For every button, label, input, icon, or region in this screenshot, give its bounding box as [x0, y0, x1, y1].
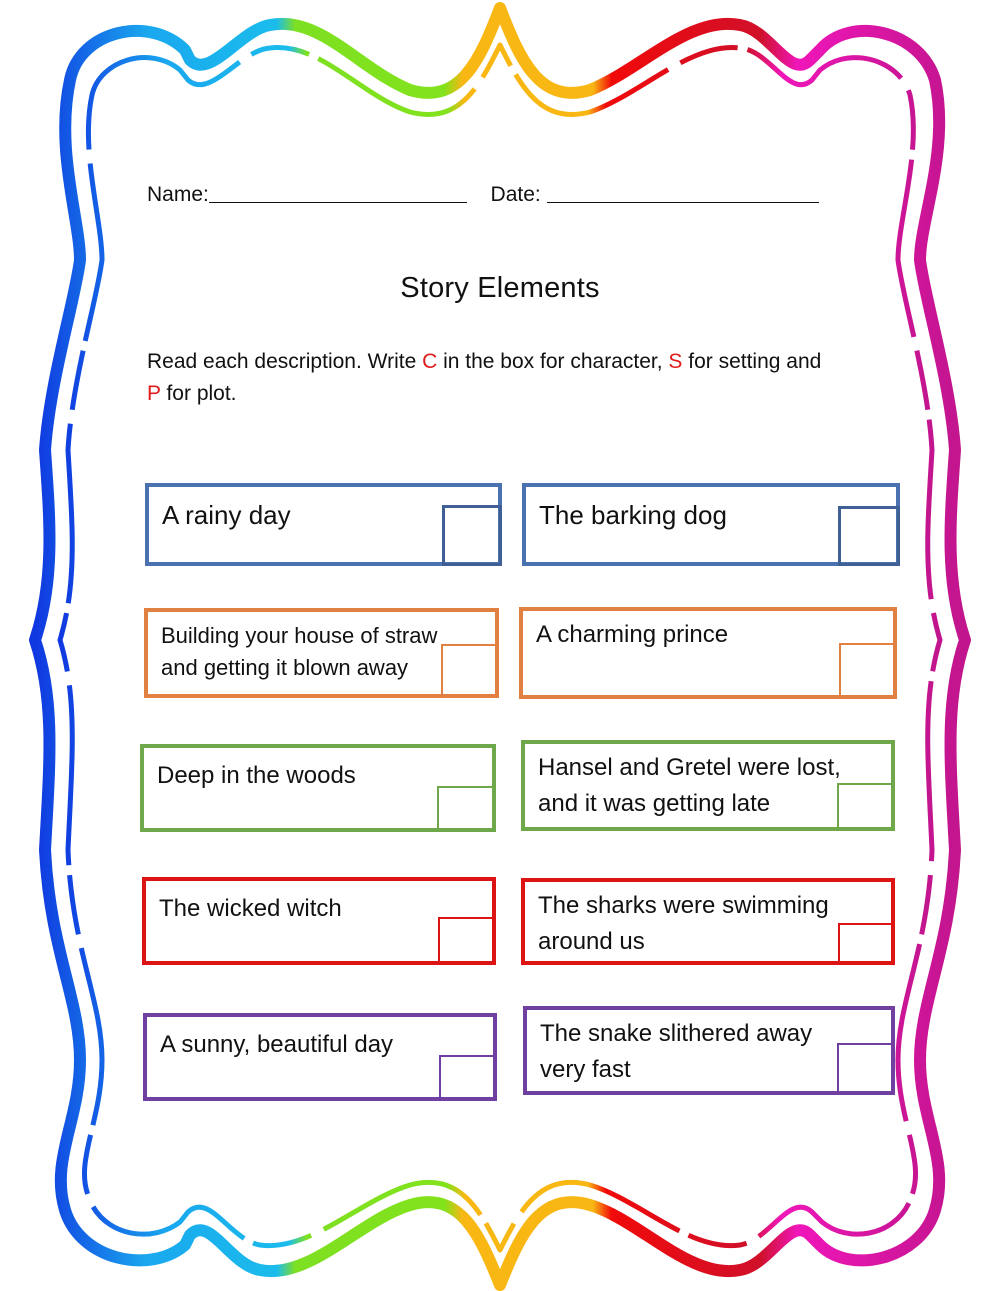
description-text: [540, 1016, 812, 1088]
description-card: [142, 877, 496, 965]
answer-box[interactable]: [837, 1043, 895, 1095]
description-card: [140, 744, 496, 832]
answer-box[interactable]: [441, 644, 499, 698]
description-line: and it was getting late: [538, 790, 771, 817]
code-plot: P: [147, 382, 161, 405]
description-card: [144, 608, 499, 698]
answer-box[interactable]: [838, 923, 895, 965]
instructions-text: for setting and: [682, 350, 822, 373]
description-line: Building your house of straw: [161, 623, 438, 648]
description-card: [523, 1006, 895, 1095]
description-card: [519, 607, 897, 699]
description-card: [522, 483, 900, 566]
description-line: The snake slithered away: [540, 1020, 813, 1047]
description-text: [161, 620, 437, 684]
description-line: very fast: [540, 1056, 631, 1083]
instructions-text: for plot.: [160, 382, 237, 405]
description-line: The sharks were swimming: [538, 892, 829, 919]
date-label: Date:: [490, 183, 541, 206]
answer-box[interactable]: [438, 917, 496, 965]
worksheet-title: Story Elements: [400, 272, 600, 304]
instructions-text: in the box for character,: [437, 350, 669, 373]
description-text: [538, 888, 829, 960]
answer-box[interactable]: [442, 505, 502, 566]
name-date-line: [147, 182, 819, 207]
description-text: The barking dog: [539, 500, 727, 530]
code-setting: S: [668, 350, 683, 373]
name-field[interactable]: [209, 182, 467, 203]
answer-box[interactable]: [837, 783, 895, 831]
description-card: [521, 878, 895, 965]
instructions-text: Read each description. Write: [147, 350, 423, 373]
date-field[interactable]: [547, 182, 819, 203]
description-text: [538, 750, 841, 822]
description-text: A sunny, beautiful day: [160, 1031, 394, 1058]
description-card: [145, 483, 502, 566]
answer-box[interactable]: [838, 506, 900, 566]
description-text: A rainy day: [162, 500, 291, 530]
answer-box[interactable]: [839, 643, 897, 699]
description-card: [143, 1013, 497, 1101]
description-line: around us: [538, 928, 645, 955]
description-card: [521, 740, 895, 831]
description-text: The wicked witch: [159, 895, 342, 922]
description-line: and getting it blown away: [161, 655, 409, 680]
instructions: [147, 346, 827, 410]
name-label: Name:: [147, 183, 209, 206]
answer-box[interactable]: [439, 1055, 497, 1101]
description-text: Deep in the woods: [157, 762, 356, 789]
description-text: A charming prince: [536, 621, 729, 648]
code-character: C: [422, 350, 438, 373]
answer-box[interactable]: [437, 786, 496, 832]
description-line: Hansel and Gretel were lost,: [538, 754, 841, 781]
